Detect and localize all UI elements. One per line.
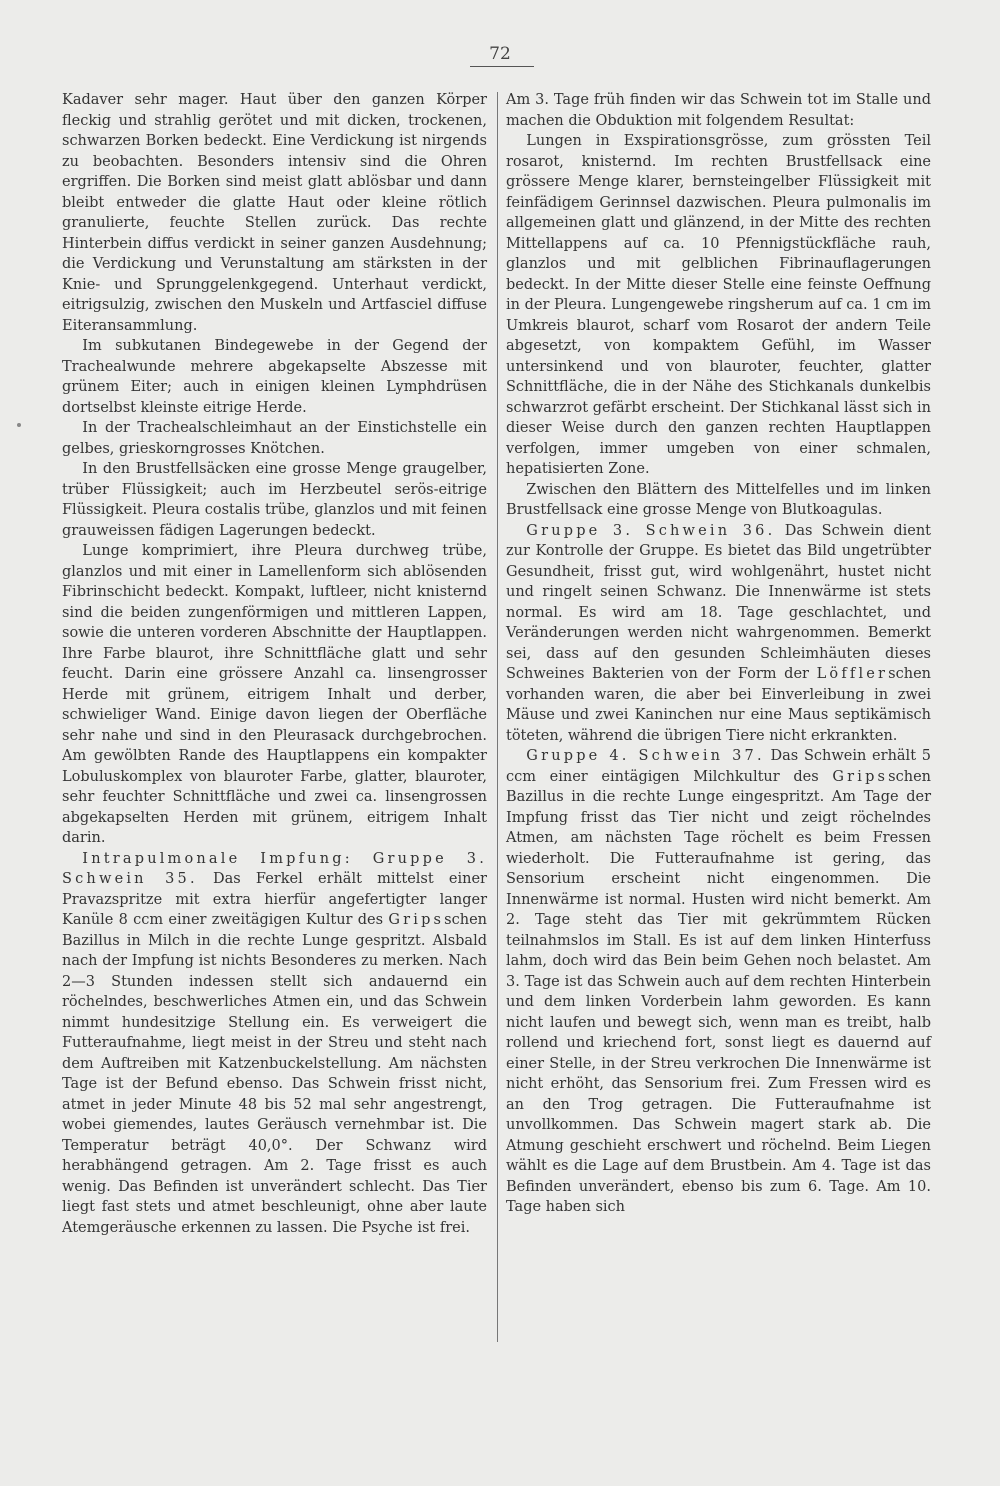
- paragraph: Lungen in Exspirationsgrösse, zum grössten Teil rosarot, knisternd. Im rechten Brustfellsack eine grössere Menge klarer, bernsteingelber Flüssigkeit mit feinfädigem Gerinnsel dazwischen. Pleura pulmonalis im allgemeinen glatt und glänzend, in der Mitte des rechten Mittellappens auf ca. 10 Pfennigstückfläche rauh, glanzlos und mit gelblichen Fibrinauflagerungen bedeckt. In der Mitte dieser Stelle eine feinste Oeffnung in der Pleura. Lungengewebe ringsherum auf ca. 1 cm im Umkreis blaurot, scharf vom Rosarot der andern Teile abgesetzt, von kompaktem Gefühl, im Wasser untersinkend und von blauroter, feuchter, glatter Schnittfläche, die in der Nähe des Stichkanals dunkelbis schwarzrot gefärbt erscheint. Der Stichkanal lässt sich in dieser Weise durch den ganzen rechten Hauptlappen verfolgen, immer umgeben von einer schmalen, hepatisierten Zone.: [506, 133, 931, 477]
- author-name: Grips: [832, 768, 889, 785]
- section-heading: Gruppe 4. Schwein 37.: [526, 748, 765, 764]
- header-rule: [470, 66, 534, 67]
- page-number: 72: [489, 44, 511, 64]
- paragraph: Zwischen den Blättern des Mittelfelles und im linken Brustfellsack eine grosse Menge von Blutkoagulas.: [506, 481, 931, 518]
- right-column: [506, 90, 931, 1218]
- column-divider: [497, 92, 498, 1342]
- paragraph: Im subkutanen Bindegewebe in der Gegend der Trachealwunde mehrere abgekapselte Abszesse mit grünem Eiter; auch in einigen kleinen Lymphdrüsen dortselbst kleinste eitrige Herde.: [62, 338, 487, 416]
- gruppe4-paragraph: [506, 746, 931, 1218]
- section-heading: Intrapulmonale Impfung: Gruppe 3. Schwein 35.: [62, 850, 487, 887]
- impfung-paragraph: [62, 849, 487, 1239]
- paragraph-text: Das Schwein erhält 5 ccm einer eintägigen Milchkultur des: [506, 748, 931, 785]
- paragraph: Kadaver sehr mager. Haut über den ganzen Körper fleckig und strahlig gerötet und mit dicken, trockenen, schwarzen Borken bedeckt. Eine Verdickung ist nirgends zu beobachten. Besonders intensiv sind die Ohren ergriffen. Die Borken sind meist glatt ablösbar und dann bleibt entweder die glatte Haut oder kleine rötlich granulierte, feuchte Stellen zurück. Das rechte Hinterbein diffus verdickt in seiner ganzen Ausdehnung; die Verdickung und Verunstaltung am stärksten in der Knie- und Sprunggelenkgegend. Unterhaut verdickt, eitrigsulzig, zwischen den Muskeln und Artfasciel diffuse Eiteransammlung.: [62, 92, 487, 334]
- paragraph: In der Trachealschleimhaut an der Einstichstelle ein gelbes, grieskorngrosses Knötchen.: [62, 420, 487, 457]
- author-name: Löffler: [816, 666, 889, 682]
- left-column: [62, 90, 487, 1238]
- paragraph-text: Das Schwein dient zur Kontrolle der Gruppe. Es bietet das Bild ungetrübter Gesundheit, frisst gut, wird wohlgenährt, hustet nicht und ringelt seinen Schwanz. Die Innenwärme ist stets normal. Es wird am 18. Tage geschlachtet, und Veränderungen werden nicht wahrgenommen. Bemerkt sei, dass auf den gesunden Schleimhäuten dieses Schweines Bakterien von der Form der: [506, 522, 931, 682]
- paragraph-text: schen Bazillus in Milch in die rechte Lunge gespritzt. Alsbald nach der Impfung ist nichts Besonderes zu merken. Nach 2—3 Stunden indessen stellt sich andauernd ein röchelndes, beschwerliches Atmen ein, und das Schwein nimmt hundesitzige Stellung ein. Es verweigert die Futteraufnahme, liegt meist in der Streu und steht nach dem Auftreiben mit Katzenbuckelstellung. Am nächsten Tage ist der Befund ebenso. Das Schwein frisst nicht, atmet in jeder Minute 48 bis 52 mal sehr angestrengt, wobei giemendes, lautes Geräusch vernehmbar ist. Die Temperatur beträgt 40,0°. Der Schwanz wird herabhängend getragen. Am 2. Tage frisst es auch wenig. Das Befinden ist unverändert schlecht. Das Tier liegt fast stets und atmet beschleunigt, ohne aber laute Atemgeräusche erkennen zu lassen. Die Psyche ist frei.: [62, 912, 487, 1236]
- paragraph: Lunge komprimiert, ihre Pleura durchweg trübe, glanzlos und mit einer in Lamellenform sich ablösenden Fibrinschicht bedeckt. Kompakt, luftleer, nicht knisternd sind die beiden zungenförmigen und mittleren Lappen, sowie die unteren vorderen Abschnitte der Hauptlappen. Ihre Farbe blaurot, ihre Schnittfläche glatt und sehr feucht. Darin eine grössere Anzahl ca. linsengrosser Herde mit grünem, eitrigem Inhalt und derber, schwieliger Wand. Einige davon liegen der Oberfläche sehr nahe und sind in den Pleurasack durchgebrochen. Am gewölbten Rande des Hauptlappens ein kompakter Lobuluskomplex von blauroter Farbe, glatter, blauroter, sehr feuchter Schnittfläche und zwei ca. linsengrossen abgekapselten Herden mit grünem, eitrigem Inhalt darin.: [62, 543, 487, 846]
- paragraph: In den Brustfellsäcken eine grosse Menge graugelber, trüber Flüssigkeit; auch im Herzbeutel serös-eitrige Flüssigkeit. Pleura costalis trübe, glanzlos und mit feinen grauweissen fädigen Lagerungen bedeckt.: [62, 461, 487, 539]
- author-name: Grips: [388, 912, 445, 928]
- paragraph-text: Das Ferkel erhält mittelst einer Pravazspritze mit extra hierfür angefertigter langer Kanüle 8 ccm einer zweitägigen Kultur des: [62, 871, 487, 928]
- gruppe3-paragraph: [506, 521, 931, 747]
- paragraph-text: schen Bazillus in die rechte Lunge eingespritzt. Am Tage der Impfung frisst das Tier nicht und zeigt röchelndes Atmen, am nächsten Tage röchelt es beim Fressen wiederholt. Die Futteraufnahme ist gering, das Sensorium erscheint nicht eingenommen. Die Innenwärme ist normal. Husten wird nicht bemerkt. Am 2. Tage steht das Tier mit gekrümmtem Rücken teilnahmslos im Stall. Es ist auf dem linken Hinterfuss lahm, doch wird das Bein beim Gehen noch belastet. Am 3. Tage ist das Schwein auch auf dem rechten Hinterbein und dem linken Vorderbein lahm geworden. Es kann nicht laufen und bewegt sich, wenn man es treibt, halb rollend und kriechend fort, sonst liegt es dauernd auf einer Stelle, in der Streu verkrochen Die Innenwärme ist nicht erhöht, das Sensorium frei. Zum Fressen wird es an den Trog getragen. Die Futteraufnahme ist unvollkommen. Das Schwein magert stark ab. Die Atmung geschieht erschwert und röchelnd. Beim Liegen wählt es die Lage auf dem Brustbein. Am 4. Tage ist das Befinden unverändert, ebenso bis zum 6. Tage. Am 10. Tage haben sich: [506, 768, 931, 1215]
- paragraph: Am 3. Tage früh finden wir das Schwein tot im Stalle und machen die Obduktion mit folgendem Resultat:: [506, 92, 931, 129]
- margin-mark: [17, 423, 21, 427]
- section-heading: Gruppe 3. Schwein 36.: [526, 522, 776, 539]
- paragraph-text: schen vorhanden waren, die aber bei Einverleibung in zwei Mäuse und zwei Kaninchen nur eine Maus septikämisch töteten, während die übrigen Tiere nicht erkrankten.: [506, 666, 931, 744]
